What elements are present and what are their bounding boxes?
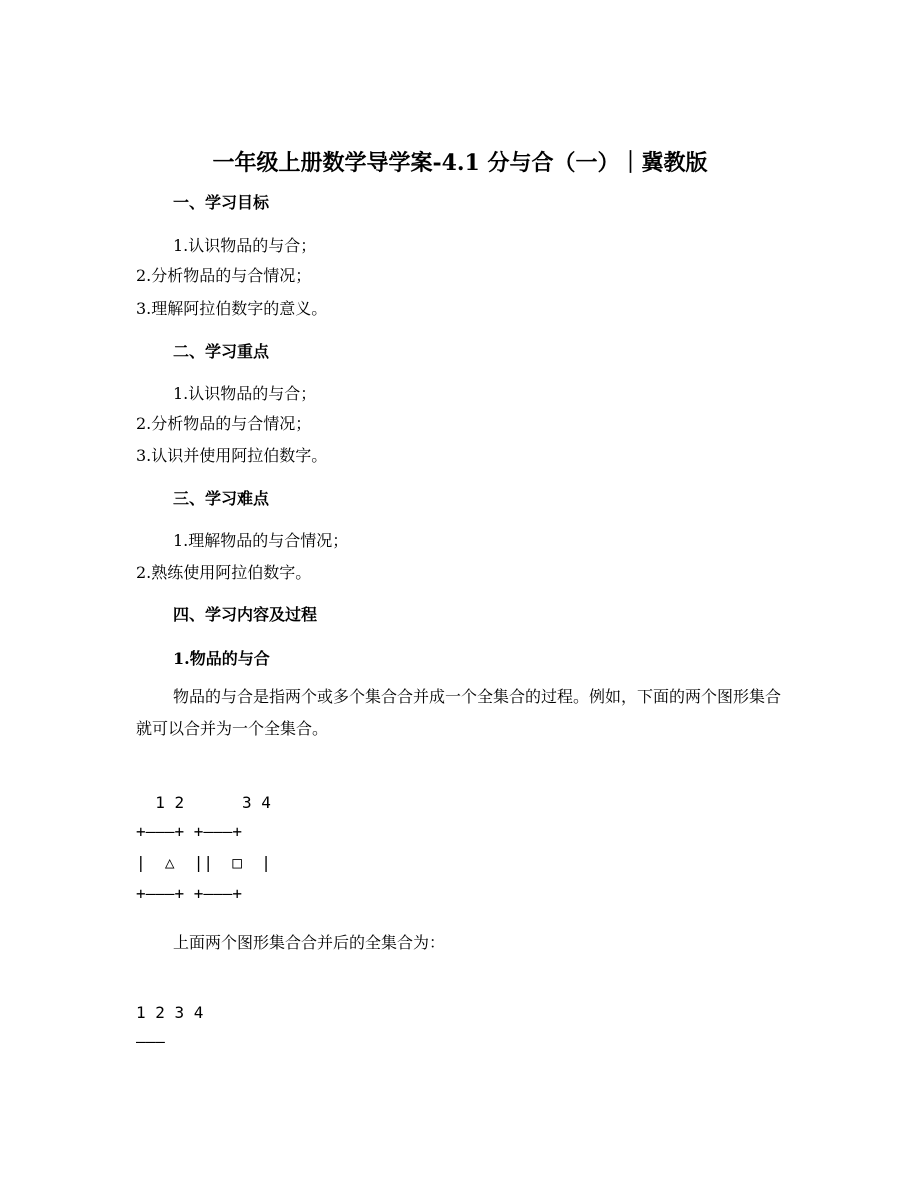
section-heading-objectives: 一、学习目标 [173, 193, 270, 212]
result-numbers: 1 2 3 4 [136, 1003, 204, 1022]
objective-item: 1.认识物品的与合； [173, 236, 317, 255]
difficulty-item: 2.熟练使用阿拉伯数字。 [136, 563, 312, 582]
result-underline: ——— [136, 1032, 165, 1051]
body-paragraph: 物品的与合是指两个或多个集合合并成一个全集合的过程。例如，下面的两个图形集合就可以合并为一个全集合。 [136, 687, 782, 738]
diagram-line-shapes: | △ || □ | [136, 853, 271, 872]
key-point-item: 2.分析物品的与合情况； [136, 414, 312, 433]
difficulty-item: 1.理解物品的与合情况； [173, 531, 349, 550]
diagram-line-border-bottom: +———+ +———+ [136, 884, 242, 903]
key-point-item: 3.认识并使用阿拉伯数字。 [136, 446, 328, 465]
objective-item: 3.理解阿拉伯数字的意义。 [136, 299, 328, 318]
section-heading-content: 四、学习内容及过程 [173, 605, 318, 624]
key-point-item: 1.认识物品的与合； [173, 384, 317, 403]
diagram-line-numbers: 1 2 3 4 [136, 793, 271, 812]
section-heading-difficulties: 三、学习难点 [173, 489, 270, 508]
section-heading-key-points: 二、学习重点 [173, 342, 270, 361]
document-title: 一年级上册数学导学案-4.1 分与合（一）｜冀教版 [212, 150, 708, 176]
diagram-line-border-top: +———+ +———+ [136, 822, 242, 841]
subsection-heading: 1.物品的与合 [173, 649, 270, 668]
objective-item: 2.分析物品的与合情况； [136, 266, 312, 285]
after-diagram-text: 上面两个图形集合合并后的全集合为： [173, 933, 446, 952]
